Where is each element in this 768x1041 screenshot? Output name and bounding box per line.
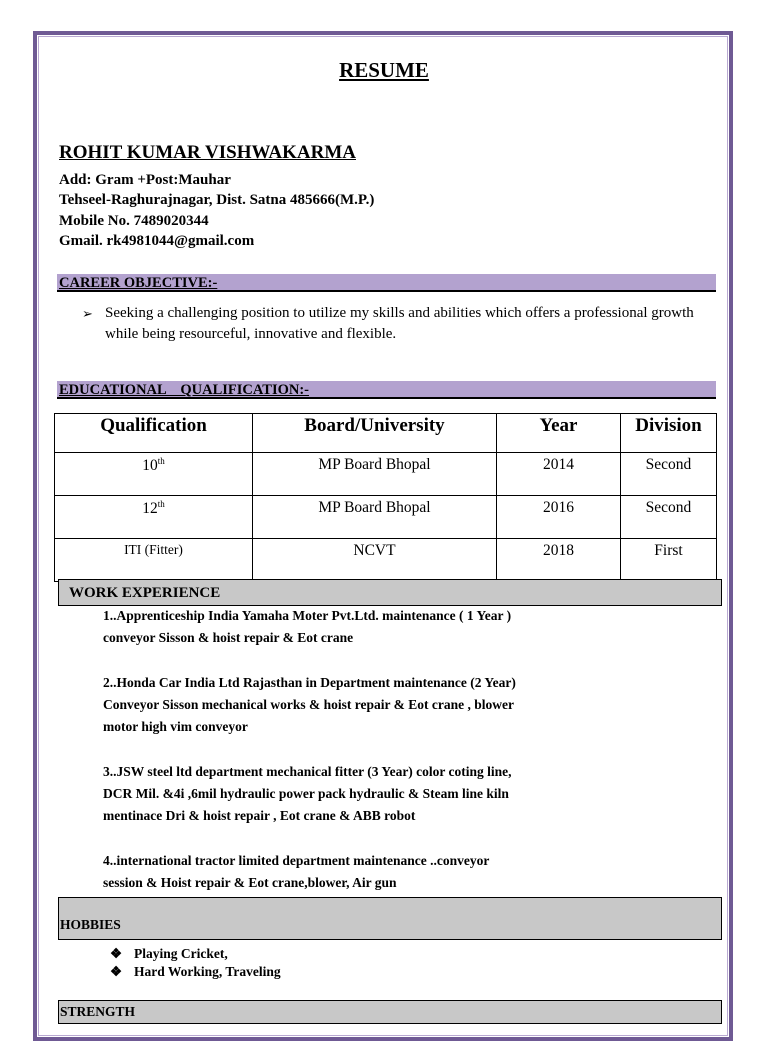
year-cell: 2014 bbox=[497, 453, 621, 496]
work-experience-bar bbox=[58, 579, 722, 606]
division-cell: First bbox=[621, 539, 717, 582]
table-row bbox=[55, 539, 717, 582]
work-item: 2..Honda Car India Ltd Rajasthan in Department maintenance (2 Year) Conveyor Sisson mechanical works & hoist repair & Eot crane , blower motor high vim conveyor bbox=[103, 675, 516, 734]
column-header: Board/University bbox=[253, 414, 497, 453]
work-experience-heading: WORK EXPERIENCE bbox=[69, 585, 221, 601]
qualification-cell: 12th bbox=[55, 496, 253, 539]
education-table bbox=[54, 413, 717, 582]
career-objective bbox=[82, 303, 714, 345]
table-header-row bbox=[55, 414, 717, 453]
work-item: 4..international tractor limited department maintenance ..conveyor session & Hoist repair & Eot crane,blower, Air gun bbox=[103, 853, 490, 890]
hobbies-heading: HOBBIES bbox=[60, 917, 121, 932]
diamond-bullet-icon: ❖ bbox=[110, 946, 123, 961]
work-item: 1..Apprenticeship India Yamaha Moter Pvt.Ltd. maintenance ( 1 Year ) conveyor Sisson & hoist repair & Eot crane bbox=[103, 608, 512, 645]
table-row bbox=[55, 453, 717, 496]
resume-title: RESUME bbox=[339, 58, 429, 82]
board-cell: MP Board Bhopal bbox=[253, 496, 497, 539]
candidate-name: ROHIT KUMAR VISHWAKARMA bbox=[59, 142, 356, 163]
diamond-bullet-icon: ❖ bbox=[110, 964, 123, 979]
address-line-2: Tehseel-Raghurajnagar, Dist. Satna 485666(M.P.) bbox=[59, 192, 375, 208]
board-cell: MP Board Bhopal bbox=[253, 453, 497, 496]
hobbies-bar bbox=[58, 897, 722, 940]
mobile-number: Mobile No. 7489020344 bbox=[59, 213, 209, 229]
arrow-bullet-icon: ➢ bbox=[82, 306, 93, 321]
career-objective-text: Seeking a challenging position to utilize my skills and abilities which offers a professional growth while being resourceful, innovative and flexible. bbox=[105, 305, 694, 342]
list-item: ❖ Hard Working, Traveling bbox=[110, 964, 281, 979]
qualification-cell: ITI (Fitter) bbox=[55, 539, 253, 582]
column-header: Division bbox=[621, 414, 717, 453]
address-line-1: Add: Gram +Post:Mauhar bbox=[59, 172, 231, 188]
list-item: ❖ Playing Cricket, bbox=[110, 946, 228, 961]
strength-bar bbox=[58, 1000, 722, 1024]
qualification-cell: 10th bbox=[55, 453, 253, 496]
table-row bbox=[55, 496, 717, 539]
division-cell: Second bbox=[621, 453, 717, 496]
board-cell: NCVT bbox=[253, 539, 497, 582]
column-header: Qualification bbox=[55, 414, 253, 453]
year-cell: 2018 bbox=[497, 539, 621, 582]
career-objective-heading: CAREER OBJECTIVE:- bbox=[59, 275, 218, 291]
year-cell: 2016 bbox=[497, 496, 621, 539]
division-cell: Second bbox=[621, 496, 717, 539]
column-header: Year bbox=[497, 414, 621, 453]
work-item: 3..JSW steel ltd department mechanical fitter (3 Year) color coting line, DCR Mil. &4i ,6mil hydraulic power pack hydraulic & Steam line kiln mentinace Dri & hoist repair , Eot crane & ABB robot bbox=[103, 764, 512, 823]
strength-heading: STRENGTH bbox=[60, 1004, 136, 1019]
email-address: Gmail. rk4981044@gmail.com bbox=[59, 233, 255, 249]
education-heading: EDUCATIONAL QUALIFICATION:- bbox=[59, 382, 310, 398]
